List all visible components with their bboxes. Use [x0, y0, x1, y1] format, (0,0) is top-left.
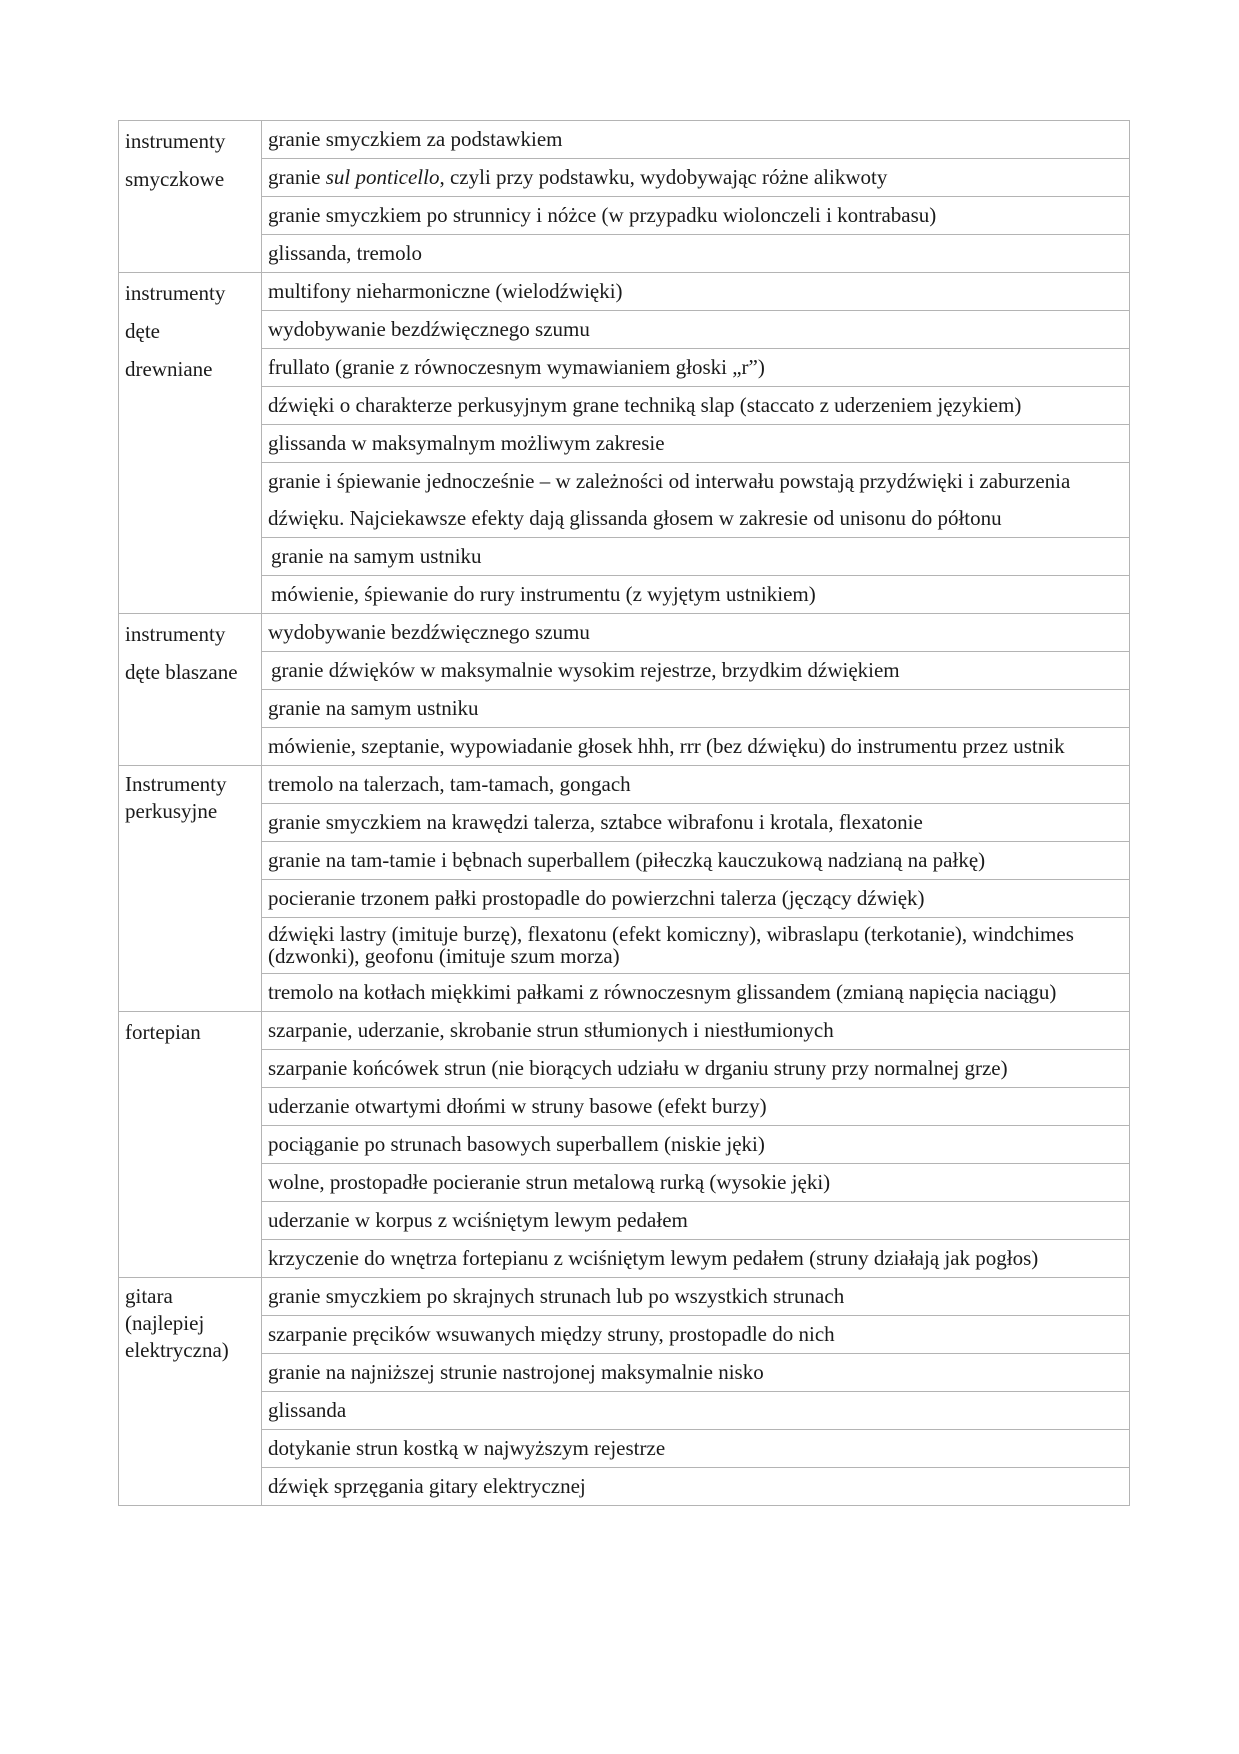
instrument-category-line: instrumenty [125, 129, 226, 153]
table-row [119, 1468, 1130, 1506]
technique-cell: krzyczenie do wnętrza fortepianu z wciśniętym lewym pedałem (struny działają jak pogłos) [262, 1240, 1130, 1278]
table-row [119, 1316, 1130, 1354]
table-row [119, 273, 1130, 311]
technique-cell: glissanda w maksymalnym możliwym zakresie [262, 425, 1130, 463]
technique-cell: tremolo na talerzach, tam-tamach, gongach [262, 766, 1130, 804]
table-row [119, 974, 1130, 1012]
instrument-category-line: perkusyjne [125, 799, 218, 823]
instrument-category-line: elektryczna) [125, 1338, 229, 1362]
table-body [119, 121, 1130, 1506]
table-row [119, 576, 1130, 614]
technique-cell: glissanda, tremolo [262, 235, 1130, 273]
technique-cell: szarpanie pręcików wsuwanych między struny, prostopadle do nich [262, 1316, 1130, 1354]
table-row [119, 842, 1130, 880]
instrument-category-cell [119, 121, 262, 273]
table-row [119, 1240, 1130, 1278]
technique-cell: granie na tam-tamie i bębnach superballem (piłeczką kauczukową nadzianą na pałkę) [262, 842, 1130, 880]
instrument-category-line: gitara [125, 1284, 173, 1308]
table-row [119, 1088, 1130, 1126]
table-row [119, 918, 1130, 974]
table-row [119, 387, 1130, 425]
technique-cell: frullato (granie z równoczesnym wymawianiem głoski „r”) [262, 349, 1130, 387]
technique-cell: dotykanie strun kostką w najwyższym rejestrze [262, 1430, 1130, 1468]
technique-cell: pocieranie trzonem pałki prostopadle do powierzchni talerza (jęczący dźwięk) [262, 880, 1130, 918]
technique-cell: dźwięk sprzęgania gitary elektrycznej [262, 1468, 1130, 1506]
table-row [119, 1392, 1130, 1430]
table-row [119, 425, 1130, 463]
table-row [119, 1050, 1130, 1088]
table-row [119, 690, 1130, 728]
extended-techniques-table [118, 120, 1130, 1506]
table-row [119, 614, 1130, 652]
instrument-category-line: (najlepiej [125, 1311, 205, 1335]
technique-cell: uderzanie w korpus z wciśniętym lewym pedałem [262, 1202, 1130, 1240]
instrument-category-cell [119, 1278, 262, 1506]
instrument-category-line: dęte blaszane [125, 660, 238, 684]
technique-text: granie [268, 165, 326, 189]
table-row [119, 235, 1130, 273]
technique-cell: granie smyczkiem za podstawkiem [262, 121, 1130, 159]
table-row [119, 728, 1130, 766]
technique-cell [262, 159, 1130, 197]
instrument-category-cell [119, 614, 262, 766]
technique-cell: granie smyczkiem po skrajnych strunach lub po wszystkich strunach [262, 1278, 1130, 1316]
table-row [119, 311, 1130, 349]
table-row [119, 463, 1130, 538]
table-row [119, 1126, 1130, 1164]
technique-text: , czyli przy podstawku, wydobywając różne alikwoty [439, 165, 888, 189]
instrument-category-line: dęte [125, 319, 160, 343]
technique-cell: wydobywanie bezdźwięcznego szumu [262, 311, 1130, 349]
table-row [119, 766, 1130, 804]
table-row [119, 1354, 1130, 1392]
technique-cell: mówienie, szeptanie, wypowiadanie głosek hhh, rrr (bez dźwięku) do instrumentu przez ustnik [262, 728, 1130, 766]
technique-cell: glissanda [262, 1392, 1130, 1430]
technique-cell: granie na samym ustniku [262, 690, 1130, 728]
technique-cell: granie smyczkiem na krawędzi talerza, sztabce wibrafonu i krotala, flexatonie [262, 804, 1130, 842]
instrument-category-line: fortepian [125, 1020, 201, 1044]
table-row [119, 1278, 1130, 1316]
instrument-category-line: smyczkowe [125, 167, 225, 191]
table-row [119, 1012, 1130, 1050]
table-row [119, 804, 1130, 842]
technique-cell: granie smyczkiem po strunnicy i nóżce (w przypadku wiolonczeli i kontrabasu) [262, 197, 1130, 235]
technique-cell: multifony nieharmoniczne (wielodźwięki) [262, 273, 1130, 311]
technique-cell: wolne, prostopadłe pocieranie strun metalową rurką (wysokie jęki) [262, 1164, 1130, 1202]
technique-term-italic: sul ponticello [325, 165, 440, 189]
technique-cell: granie dźwięków w maksymalnie wysokim rejestrze, brzydkim dźwiękiem [262, 652, 1130, 690]
table-row [119, 1430, 1130, 1468]
technique-cell: granie na najniższej strunie nastrojonej maksymalnie nisko [262, 1354, 1130, 1392]
technique-cell: pociąganie po strunach basowych superballem (niskie jęki) [262, 1126, 1130, 1164]
instrument-category-cell [119, 766, 262, 1012]
technique-cell: tremolo na kotłach miękkimi pałkami z równoczesnym glissandem (zmianą napięcia naciągu) [262, 974, 1130, 1012]
technique-cell: szarpanie, uderzanie, skrobanie strun stłumionych i niestłumionych [262, 1012, 1130, 1050]
technique-cell: mówienie, śpiewanie do rury instrumentu (z wyjętym ustnikiem) [262, 576, 1130, 614]
table-row [119, 197, 1130, 235]
technique-cell: szarpanie końcówek strun (nie biorących udziału w drganiu struny przy normalnej grze) [262, 1050, 1130, 1088]
table-row [119, 159, 1130, 197]
table-row [119, 349, 1130, 387]
instrument-category-line: Instrumenty [125, 772, 227, 796]
technique-cell: dźwięki lastry (imituje burzę), flexatonu (efekt komiczny), wibraslapu (terkotanie), windchimes (dzwonki), geofonu (imituje szum morza) [262, 918, 1130, 974]
technique-cell: dźwięki o charakterze perkusyjnym grane techniką slap (staccato z uderzeniem językiem) [262, 387, 1130, 425]
instrument-category-line: drewniane [125, 357, 213, 381]
technique-cell: wydobywanie bezdźwięcznego szumu [262, 614, 1130, 652]
instrument-category-cell [119, 1012, 262, 1278]
instrument-category-line: instrumenty [125, 281, 226, 305]
table-row [119, 652, 1130, 690]
table-row [119, 121, 1130, 159]
table-row [119, 880, 1130, 918]
technique-cell: granie i śpiewanie jednocześnie – w zależności od interwału powstają przydźwięki i zaburzenia dźwięku. Najciekawsze efekty dają glissanda głosem w zakresie od unisonu do półtonu [262, 463, 1130, 538]
instrument-category-cell [119, 273, 262, 614]
table-row [119, 1202, 1130, 1240]
technique-cell: uderzanie otwartymi dłońmi w struny basowe (efekt burzy) [262, 1088, 1130, 1126]
instrument-category-line: instrumenty [125, 622, 226, 646]
table-row [119, 538, 1130, 576]
table-row [119, 1164, 1130, 1202]
technique-cell: granie na samym ustniku [262, 538, 1130, 576]
